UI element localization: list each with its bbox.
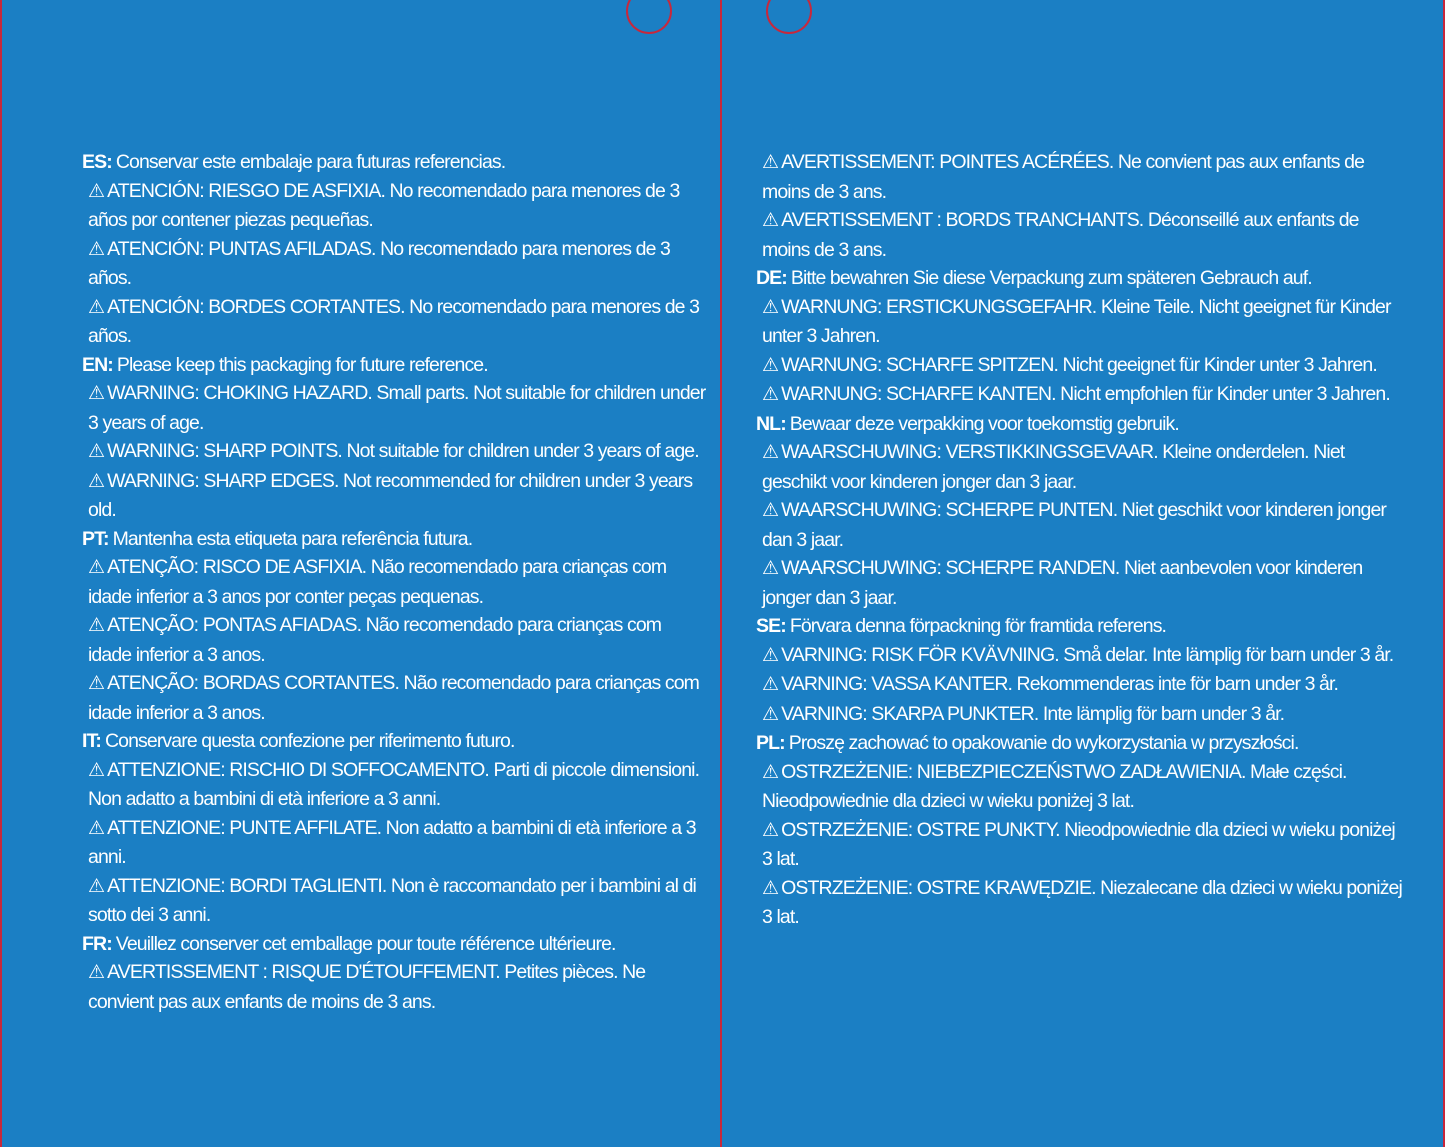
statement-text: ATENCIÓN: PUNTAS AFILADAS. No recomendado para menores de 3 años. bbox=[88, 237, 670, 289]
warning-statement bbox=[82, 814, 707, 872]
language-heading bbox=[756, 264, 1406, 293]
statement-text: WARNING: SHARP EDGES. Not recommended for children under 3 years old. bbox=[88, 469, 693, 521]
warning-statement bbox=[756, 700, 1406, 730]
warning-statement bbox=[756, 380, 1406, 410]
warning-triangle-icon: ⚠ bbox=[762, 296, 779, 318]
label-panel-left bbox=[0, 0, 722, 1147]
statement-text: Mantenha esta etiqueta para referência futura. bbox=[112, 527, 473, 550]
warning-statement bbox=[82, 872, 707, 930]
statement-text: WAARSCHUWING: SCHERPE PUNTEN. Niet geschikt voor kinderen jonger dan 3 jaar. bbox=[762, 499, 1386, 551]
statement-text: Conservare questa confezione per riferimento futuro. bbox=[104, 730, 515, 752]
language-code: FR: bbox=[82, 932, 112, 955]
language-code: PL: bbox=[756, 732, 785, 754]
hang-hole-left bbox=[626, 0, 672, 34]
warnings-text-left bbox=[82, 148, 707, 1016]
warning-triangle-icon: ⚠ bbox=[88, 962, 105, 983]
statement-text: OSTRZEŻENIE: OSTRE KRAWĘDZIE. Niezalecane dla dzieci w wieku poniżej 3 lat. bbox=[762, 876, 1402, 928]
statement-text: ATTENZIONE: BORDI TAGLIENTI. Non è raccomandato per i bambini al di sotto dei 3 anni. bbox=[88, 874, 696, 926]
warning-statement bbox=[82, 235, 707, 293]
statement-text: VARNING: SKARPA PUNKTER. Inte lämplig för barn under 3 år. bbox=[781, 702, 1285, 725]
warning-statement bbox=[82, 756, 707, 814]
language-code: ES: bbox=[82, 151, 112, 173]
warning-triangle-icon: ⚠ bbox=[762, 210, 779, 231]
warnings-text-right bbox=[756, 148, 1406, 932]
statement-text: ATTENZIONE: RISCHIO DI SOFFOCAMENTO. Parti di piccole dimensioni. Non adatto a bambini di età inferiore a 3 anni. bbox=[88, 758, 700, 810]
warning-triangle-icon: ⚠ bbox=[762, 761, 779, 783]
statement-text: WARNUNG: SCHARFE KANTEN. Nicht empfohlen für Kinder unter 3 Jahren. bbox=[781, 383, 1390, 405]
language-code: EN: bbox=[82, 353, 113, 376]
language-code: PT: bbox=[82, 527, 109, 550]
warning-statement bbox=[756, 293, 1406, 351]
language-code: IT: bbox=[82, 730, 101, 752]
warning-triangle-icon: ⚠ bbox=[88, 296, 105, 318]
warning-triangle-icon: ⚠ bbox=[88, 238, 105, 260]
warning-statement bbox=[756, 874, 1406, 932]
warning-statement bbox=[756, 554, 1406, 612]
language-heading bbox=[756, 410, 1406, 439]
warning-triangle-icon: ⚠ bbox=[762, 877, 779, 899]
warning-triangle-icon: ⚠ bbox=[762, 354, 779, 376]
statement-text: WARNUNG: SCHARFE SPITZEN. Nicht geeignet für Kinder unter 3 Jahren. bbox=[781, 353, 1377, 376]
statement-text: Proszę zachować to opakowanie do wykorzystania w przyszłości. bbox=[788, 732, 1299, 754]
warning-triangle-icon: ⚠ bbox=[762, 558, 779, 579]
warning-statement bbox=[82, 177, 707, 235]
statement-text: ATENCIÓN: RIESGO DE ASFIXIA. No recomendado para menores de 3 años por contener piezas pequeñas. bbox=[88, 179, 680, 231]
warning-statement bbox=[756, 816, 1406, 874]
statement-text: WARNUNG: ERSTICKUNGSGEFAHR. Kleine Teile. Nicht geeignet für Kinder unter 3 Jahren. bbox=[762, 295, 1391, 347]
statement-text: ATTENZIONE: PUNTE AFFILATE. Non adatto a bambini di età inferiore a 3 anni. bbox=[88, 816, 696, 868]
warning-triangle-icon: ⚠ bbox=[762, 384, 779, 405]
warning-statement bbox=[82, 437, 707, 467]
statement-text: Förvara denna förpackning för framtida referens. bbox=[789, 615, 1167, 637]
warning-triangle-icon: ⚠ bbox=[88, 470, 105, 492]
statement-text: Please keep this packaging for future reference. bbox=[116, 353, 488, 376]
statement-text: AVERTISSEMENT: POINTES ACÉRÉES. Ne convient pas aux enfants de moins de 3 ans. bbox=[762, 151, 1365, 203]
warning-statement bbox=[756, 148, 1406, 206]
statement-text: ATENÇÃO: BORDAS CORTANTES. Não recomendado para crianças com idade inferior a 3 anos. bbox=[88, 672, 700, 724]
warning-statement bbox=[756, 496, 1406, 554]
statement-text: OSTRZEŻENIE: OSTRE PUNKTY. Nieodpowiednie dla dzieci w wieku poniżej 3 lat. bbox=[762, 818, 1395, 870]
warning-triangle-icon: ⚠ bbox=[88, 557, 105, 578]
warning-statement bbox=[756, 206, 1406, 264]
warning-statement bbox=[756, 438, 1406, 496]
language-heading bbox=[82, 525, 707, 554]
statement-text: VARNING: VASSA KANTER. Rekommenderas inte för barn under 3 år. bbox=[781, 673, 1339, 695]
language-code: SE: bbox=[756, 615, 786, 637]
warning-statement bbox=[82, 669, 707, 727]
statement-text: OSTRZEŻENIE: NIEBEZPIECZEŃSTWO ZADŁAWIENIA. Małe części. Nieodpowiednie dla dzieci w wieku poniżej 3 lat. bbox=[762, 760, 1347, 812]
warning-statement bbox=[82, 553, 707, 611]
warning-triangle-icon: ⚠ bbox=[762, 152, 779, 173]
warning-triangle-icon: ⚠ bbox=[88, 673, 105, 694]
language-heading bbox=[756, 729, 1406, 758]
language-code: NL: bbox=[756, 412, 786, 435]
language-heading bbox=[82, 351, 707, 380]
hang-hole-right bbox=[766, 0, 812, 34]
warning-triangle-icon: ⚠ bbox=[762, 644, 779, 666]
statement-text: AVERTISSEMENT : RISQUE D'ÉTOUFFEMENT. Petites pièces. Ne convient pas aux enfants de moins de 3 ans. bbox=[88, 961, 646, 1013]
statement-text: Veuillez conserver cet emballage pour toute référence ultérieure. bbox=[115, 932, 616, 955]
statement-text: Bewaar deze verpakking voor toekomstig gebruik. bbox=[789, 412, 1179, 435]
language-heading bbox=[82, 930, 707, 959]
statement-text: WAARSCHUWING: SCHERPE RANDEN. Niet aanbevolen voor kinderen jonger dan 3 jaar. bbox=[762, 557, 1363, 609]
statement-text: Conservar este embalaje para futuras referencias. bbox=[115, 151, 506, 173]
statement-text: Bitte bewahren Sie diese Verpackung zum späteren Gebrauch auf. bbox=[790, 267, 1312, 289]
statement-text: WARNING: CHOKING HAZARD. Small parts. Not suitable for children under 3 years of age. bbox=[88, 382, 706, 434]
statement-text: VARNING: RISK FÖR KVÄVNING. Små delar. Inte lämplig för barn under 3 år. bbox=[781, 643, 1394, 666]
statement-text: AVERTISSEMENT : BORDS TRANCHANTS. Déconseillé aux enfants de moins de 3 ans. bbox=[762, 209, 1359, 261]
language-heading bbox=[82, 727, 707, 756]
warning-statement bbox=[756, 351, 1406, 381]
warning-statement bbox=[756, 641, 1406, 671]
label-panel-right bbox=[722, 0, 1445, 1147]
warning-statement bbox=[756, 758, 1406, 816]
warning-statement bbox=[82, 467, 707, 525]
warning-statement bbox=[82, 958, 707, 1016]
warning-statement bbox=[82, 611, 707, 669]
warning-triangle-icon: ⚠ bbox=[762, 703, 779, 725]
warning-triangle-icon: ⚠ bbox=[88, 441, 105, 462]
language-heading bbox=[82, 148, 707, 177]
warning-statement bbox=[82, 293, 707, 351]
warning-triangle-icon: ⚠ bbox=[88, 875, 105, 897]
warning-triangle-icon: ⚠ bbox=[762, 500, 779, 521]
statement-text: ATENÇÃO: PONTAS AFIADAS. Não recomendado para crianças com idade inferior a 3 anos. bbox=[88, 614, 662, 666]
warning-statement bbox=[756, 670, 1406, 700]
warning-triangle-icon: ⚠ bbox=[88, 383, 105, 404]
warning-triangle-icon: ⚠ bbox=[762, 819, 779, 841]
language-code: DE: bbox=[756, 267, 787, 289]
statement-text: ATENÇÃO: RISCO DE ASFIXIA. Não recomendado para crianças com idade inferior a 3 anos por conter peças pequenas. bbox=[88, 556, 667, 608]
statement-text: WARNING: SHARP POINTS. Not suitable for children under 3 years of age. bbox=[107, 440, 699, 462]
warning-triangle-icon: ⚠ bbox=[88, 615, 105, 636]
warning-triangle-icon: ⚠ bbox=[88, 817, 105, 839]
language-heading bbox=[756, 612, 1406, 641]
warning-triangle-icon: ⚠ bbox=[88, 180, 105, 202]
warning-statement bbox=[82, 379, 707, 437]
statement-text: WAARSCHUWING: VERSTIKKINGSGEVAAR. Kleine onderdelen. Niet geschikt voor kinderen jonger dan 3 jaar. bbox=[762, 441, 1345, 493]
warning-triangle-icon: ⚠ bbox=[88, 759, 105, 781]
warning-triangle-icon: ⚠ bbox=[762, 442, 779, 463]
warning-triangle-icon: ⚠ bbox=[762, 674, 779, 695]
statement-text: ATENCIÓN: BORDES CORTANTES. No recomendado para menores de 3 años. bbox=[88, 295, 700, 347]
